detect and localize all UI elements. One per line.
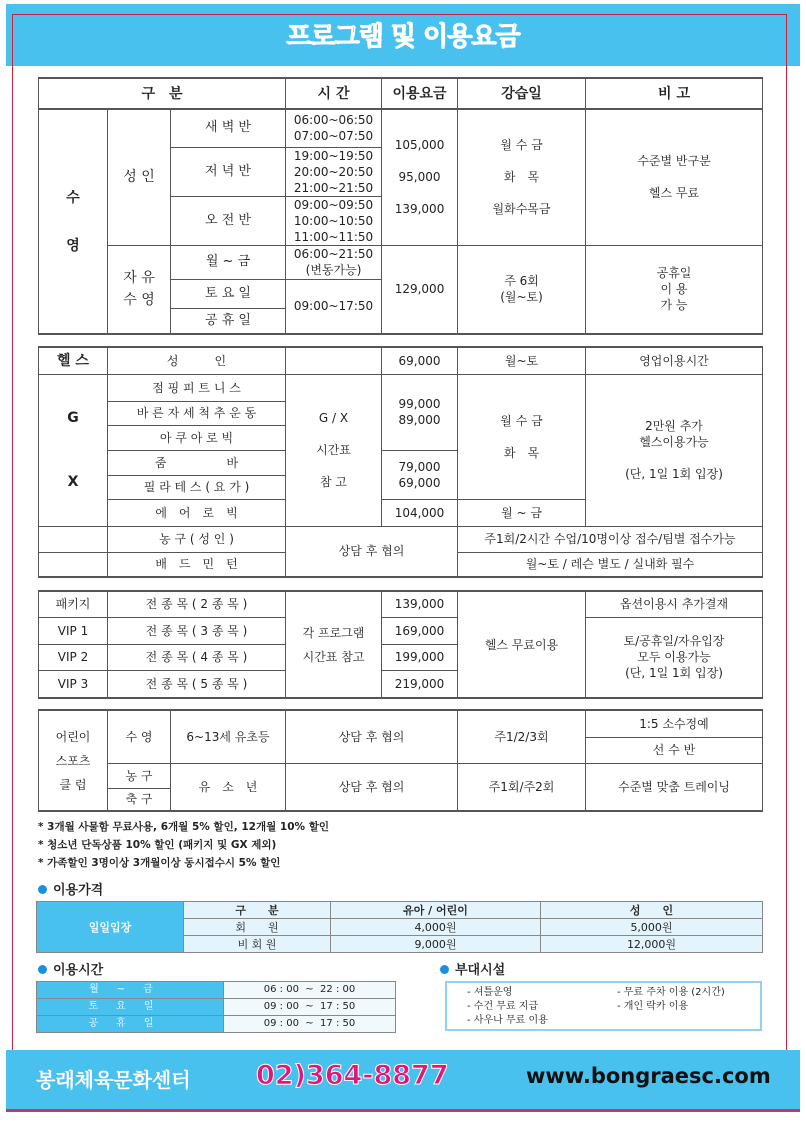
daily-price-table <box>36 901 763 953</box>
package-name: 전 종 목 ( 4 종 목 ) <box>108 644 286 670</box>
kids-swim-days: 주1/2/3회 <box>458 710 586 763</box>
health-note: 영업이용시간 <box>586 347 763 374</box>
empty-cell <box>39 552 108 577</box>
gx-item: 점 핑 피 트 니 스 <box>108 374 286 401</box>
heading-text: 부대시설 <box>455 963 506 978</box>
price-heading <box>38 879 103 898</box>
facility-item: - 개인 락카 이용 <box>617 1001 689 1012</box>
note-line: * 가족할인 3명이상 3개월이상 동시접수시 5% 할인 <box>38 857 281 869</box>
basketball-adult: 농 구 ( 성 인 ) <box>108 526 286 552</box>
consult-text: 상담 후 협의 <box>286 526 458 577</box>
class-name: 새 벽 반 <box>171 109 286 147</box>
footer-band <box>6 1050 800 1112</box>
hours-time: 06 : 00 ~ 22 : 00 <box>224 982 396 999</box>
website-link[interactable]: www.bongraesc.com <box>526 1064 771 1088</box>
free-day: 월 ~ 금 <box>171 245 286 279</box>
price-value: 9,000원 <box>331 936 541 953</box>
package-label: VIP 2 <box>39 644 108 670</box>
class-name: 오 전 반 <box>171 196 286 245</box>
health-name: 성 인 <box>108 347 286 374</box>
header-note: 비 고 <box>586 78 763 109</box>
header-days: 강습일 <box>458 78 586 109</box>
phone-number[interactable]: 02)364-8877 <box>256 1060 449 1091</box>
package-table <box>38 590 763 699</box>
price-header: 유아 / 어린이 <box>331 902 541 919</box>
free-days: 주 6회 (월~토) <box>458 245 586 334</box>
gx-item: 에 어 로 빅 <box>108 499 286 526</box>
adult-fees: 105,000 95,000 139,000 <box>382 109 458 245</box>
package-fee: 139,000 <box>382 591 458 617</box>
swim-category: 수 영 <box>39 109 108 334</box>
center-name: 봉래체육문화센터 <box>36 1068 191 1092</box>
gx-fee: 99,000 89,000 <box>382 374 458 450</box>
kids-soccer: 축 구 <box>108 788 171 811</box>
discount-notes <box>38 818 329 872</box>
health-fee: 69,000 <box>382 347 458 374</box>
package-note: 옵션이용시 추가결재 <box>586 591 763 617</box>
gx-time: G / X 시간표 참 고 <box>286 374 382 526</box>
gx-note: 2만원 추가 헬스이용가능 (단, 1일 1회 입장) <box>586 374 763 526</box>
kids-swim-note: 선 수 반 <box>586 737 763 763</box>
health-label: 헬 스 <box>39 347 108 374</box>
youth-label: 유 소 년 <box>171 763 286 811</box>
hours-heading <box>38 959 103 978</box>
header-category: 구 분 <box>39 78 286 109</box>
price-value: 12,000원 <box>541 936 763 953</box>
hours-day: 공휴일 <box>37 1016 224 1033</box>
free-day: 토 요 일 <box>171 279 286 308</box>
kids-table <box>38 709 763 812</box>
note-line: * 3개월 사물함 무료사용, 6개월 5% 할인, 12개월 10% 할인 <box>38 821 329 833</box>
gx-item: 아 쿠 아 로 빅 <box>108 425 286 450</box>
hours-time: 09 : 00 ~ 17 : 50 <box>224 999 396 1016</box>
note-line: * 청소년 단독상품 10% 할인 (패키지 및 GX 제외) <box>38 839 277 851</box>
package-name: 전 종 목 ( 2 종 목 ) <box>108 591 286 617</box>
facilities-box <box>445 981 762 1031</box>
consult-text: 상담 후 협의 <box>286 710 458 763</box>
facility-item: - 무료 주차 이용 (2시간) <box>617 987 725 998</box>
price-value: 5,000원 <box>541 919 763 936</box>
heading-text: 이용시간 <box>53 963 104 978</box>
package-label: 패키지 <box>39 591 108 617</box>
gx-item: 줌 바 <box>108 450 286 475</box>
package-note: 토/공휴일/자유입장 모두 이용가능 (단, 1일 1회 입장) <box>586 617 763 698</box>
free-time: 06:00~21:50 (변동가능) <box>286 245 382 279</box>
free-day: 공 휴 일 <box>171 308 286 334</box>
ball-days: 주1회/주2회 <box>458 763 586 811</box>
ball-note: 수준별 맞춤 트레이닝 <box>586 763 763 811</box>
bullet-icon <box>38 885 47 894</box>
hours-table <box>36 981 396 1033</box>
adult-label: 성 인 <box>108 109 171 245</box>
free-note: 공휴일 이 용 가 능 <box>586 245 763 334</box>
bullet-icon <box>440 965 449 974</box>
gx-fee: 79,000 69,000 <box>382 450 458 499</box>
header-fee: 이용요금 <box>382 78 458 109</box>
package-label: VIP 1 <box>39 617 108 644</box>
basketball-note: 주1회/2시간 수업/10명이상 접수/팀별 접수가능 <box>458 526 763 552</box>
gx-item: 필 라 테 스 ( 요 가 ) <box>108 475 286 499</box>
price-row-label: 회 원 <box>184 919 331 936</box>
class-time: 09:00~09:50 10:00~10:50 11:00~11:50 <box>286 196 382 245</box>
hours-day: 토요일 <box>37 999 224 1016</box>
facility-item: - 셔틀운영 <box>467 987 513 998</box>
gx-item: 바 른 자 세 척 추 운 동 <box>108 401 286 425</box>
package-fee: 219,000 <box>382 670 458 698</box>
hours-time: 09 : 00 ~ 17 : 50 <box>224 1016 396 1033</box>
swimming-table <box>38 77 763 335</box>
class-name: 저 녁 반 <box>171 147 286 196</box>
facility-item: - 사우나 무료 이용 <box>467 1015 548 1026</box>
facilities-heading <box>440 959 505 978</box>
gx-days: 월 ~ 금 <box>458 499 586 526</box>
free-fee: 129,000 <box>382 245 458 334</box>
health-days: 월~토 <box>458 347 586 374</box>
adult-note: 수준별 반구분 헬스 무료 <box>586 109 763 245</box>
package-days: 헬스 무료이용 <box>458 591 586 698</box>
package-name: 전 종 목 ( 5 종 목 ) <box>108 670 286 698</box>
gx-fee: 104,000 <box>382 499 458 526</box>
page-title: 프로그램 및 이용요금 <box>286 22 520 52</box>
heading-text: 이용가격 <box>53 883 104 898</box>
class-time: 06:00~06:50 07:00~07:50 <box>286 109 382 147</box>
free-time: 09:00~17:50 <box>286 279 382 334</box>
price-row-label: 비 회 원 <box>184 936 331 953</box>
gx-label: G X <box>39 374 108 526</box>
gx-days: 월 수 금 화 목 <box>458 374 586 499</box>
gx-table <box>38 346 763 578</box>
kids-basketball: 농 구 <box>108 763 171 788</box>
package-fee: 169,000 <box>382 617 458 644</box>
free-swim-label: 자 유 수 영 <box>108 245 171 334</box>
price-header: 구 분 <box>184 902 331 919</box>
facility-item: - 수건 무료 지급 <box>467 1001 539 1012</box>
class-time: 19:00~19:50 20:00~20:50 21:00~21:50 <box>286 147 382 196</box>
header-time: 시 간 <box>286 78 382 109</box>
price-header: 성 인 <box>541 902 763 919</box>
kids-swim-note: 1:5 소수정예 <box>586 710 763 737</box>
adult-days: 월 수 금 화 목 월화수목금 <box>458 109 586 245</box>
hours-day: 월~금 <box>37 982 224 999</box>
consult-text: 상담 후 협의 <box>286 763 458 811</box>
kids-swim-age: 6~13세 유초등 <box>171 710 286 763</box>
package-label: VIP 3 <box>39 670 108 698</box>
price-value: 4,000원 <box>331 919 541 936</box>
kids-club-label: 어린이 스포츠 클 럽 <box>39 710 108 811</box>
kids-swim: 수 영 <box>108 710 171 763</box>
package-name: 전 종 목 ( 3 종 목 ) <box>108 617 286 644</box>
package-fee: 199,000 <box>382 644 458 670</box>
empty-cell <box>39 526 108 552</box>
bullet-icon <box>38 965 47 974</box>
badminton: 배 드 민 턴 <box>108 552 286 577</box>
daily-entry-label: 일일입장 <box>37 902 184 953</box>
badminton-note: 월~토 / 레슨 별도 / 실내화 필수 <box>458 552 763 577</box>
package-time: 각 프로그램 시간표 참고 <box>286 591 382 698</box>
empty-cell <box>286 347 382 374</box>
